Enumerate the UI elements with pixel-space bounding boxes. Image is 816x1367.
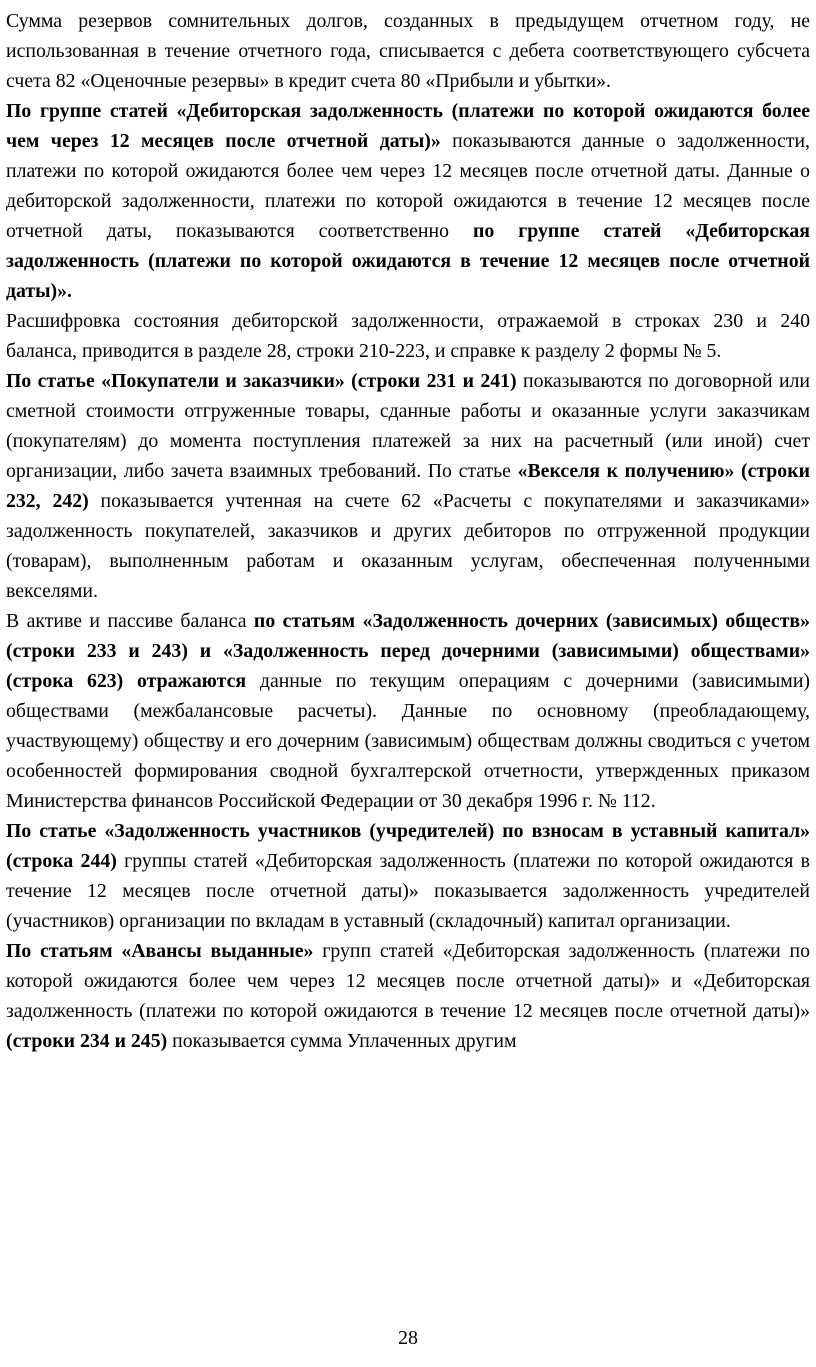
paragraph-1 xyxy=(6,6,810,96)
bold-run: По статье «Покупатели и заказчики» (строки 231 и 241) xyxy=(6,370,517,392)
page-number: 28 xyxy=(398,1327,418,1349)
text-run: Сумма резервов сомнительных долгов, созданных в предыдущем отчетном году, не использованная в течение отчетного года, списывается с дебета соответствующего субсчета счета 82 «Оценочные резервы» в кредит счета 80 «Прибыли и убытки». xyxy=(6,10,810,92)
bold-run: по статьям «Задолженность дочерних (зависимых) обществ» (строки 233 и 243) и «Задолженность перед дочерними (зависимыми) обществами» (строка 623) отражаются xyxy=(6,610,810,692)
paragraph-5 xyxy=(6,606,810,816)
bold-run: По статье «Задолженность участников (учредителей) по взносам в уставный капитал» (строка 244) xyxy=(6,820,810,872)
paragraph-3 xyxy=(6,306,810,366)
bold-run: «Векселя к получению» (строки 232, 242) xyxy=(6,460,810,512)
text-run: группы статей «Дебиторская задолженность (платежи по которой ожидаются в течение 12 месяцев после отчетной даты)» показывается задолженность учредителей (участников) организации по вкладам в уставный (складочный) капитал организации. xyxy=(6,850,811,932)
bold-run: По статьям «Авансы выданные» xyxy=(6,940,314,962)
body-text xyxy=(6,6,810,1056)
bold-run: (строки 234 и 245) xyxy=(6,1030,168,1052)
text-run: показывается сумма Уплаченных другим xyxy=(167,1030,517,1052)
text-run: показываются по договорной или сметной стоимости отгруженные товары, сданные работы и оказанные услуги заказчикам (покупателям) до момента поступления платежей за них на расчетный (или иной) счет организации, либо зачета взаимных требований. По статье xyxy=(6,370,810,482)
bold-run: по группе статей «Дебиторская задолженность (платежи по которой ожидаются в течение 12 месяцев после отчетной даты)». xyxy=(6,220,811,302)
text-run: групп статей «Дебиторская задолженность (платежи по которой ожидаются более чем через 12 месяцев после отчетной даты)» и «Дебиторская задолженность (платежи по которой ожидаются в течение 12 месяцев после отчетной даты)» xyxy=(6,940,810,1022)
bold-run: По группе статей «Дебиторская задолженность (платежи по которой ожидаются более чем через 12 месяцев после отчетной даты)» xyxy=(6,100,810,152)
text-run: показывается учтенная на счете 62 «Расчеты с покупателями и заказчиками» задолженность покупателей, заказчиков и других дебиторов по отгруженной продукции (товарам), выполненным работам и оказанным услугам, обеспеченная полученными векселями. xyxy=(6,490,810,602)
text-run: Расшифровка состояния дебиторской задолженности, отражаемой в строках 230 и 240 баланса, приводится в разделе 28, строки 210-223, и справке к разделу 2 формы № 5. xyxy=(6,310,810,362)
paragraph-7 xyxy=(6,936,810,1056)
paragraph-4 xyxy=(6,366,810,606)
text-run: показываются данные о задолженности, платежи по которой ожидаются более чем через 12 месяцев после отчетной даты. Данные о дебиторской задолженности, платежи по которой ожидаются в течение 12 месяцев после отчетной даты, показываются соответственно xyxy=(6,130,810,242)
text-run: данные по текущим операциям с дочерними (зависимыми) обществами (межбалансовые расчеты). Данные по основному (преобладающему, участвующему) обществу и его дочерним (зависимым) обществам должны сводиться с учетом особенностей формирования сводной бухгалтерской отчетности, утвержденных приказом Министерства финансов Российской Федерации от 30 декабря 1996 г. № 112. xyxy=(6,670,811,812)
paragraph-6 xyxy=(6,816,810,936)
text-run: В активе и пассиве баланса xyxy=(6,610,254,632)
paragraph-2 xyxy=(6,96,810,306)
